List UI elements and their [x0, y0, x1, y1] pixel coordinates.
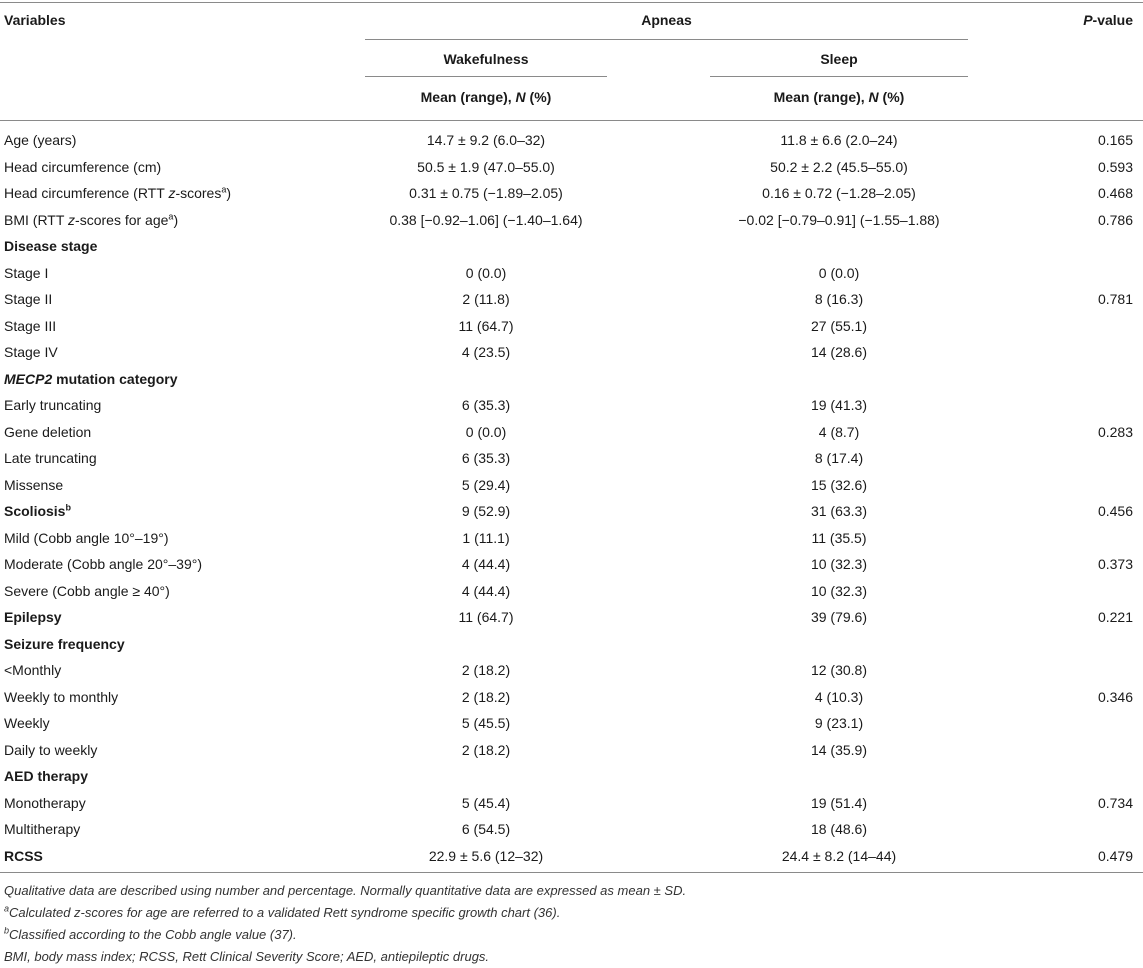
row-wakefulness: 22.9 ± 5.6 (12–32)	[428, 847, 544, 864]
row-sleep: 9 (23.1)	[814, 715, 864, 731]
row-wakefulness: 2 (18.2)	[461, 688, 511, 705]
row-p-value: 0.593	[1097, 158, 1133, 175]
footnote-marker: a	[221, 184, 227, 195]
row-variable: MECP2 mutation category	[4, 370, 178, 387]
row-wakefulness: 6 (35.3)	[461, 450, 511, 466]
row-wakefulness: 0 (0.0)	[465, 423, 507, 440]
table-row	[0, 339, 1143, 365]
row-sleep: 19 (41.3)	[810, 397, 868, 413]
row-wakefulness: 4 (44.4)	[461, 556, 511, 572]
row-wakefulness: 2 (18.2)	[461, 662, 511, 678]
table-row	[0, 286, 1143, 312]
header-wakefulness: Wakefulness	[443, 51, 529, 67]
row-p-value: 0.468	[1097, 185, 1133, 201]
row-sleep: 27 (55.1)	[810, 317, 868, 334]
row-p-value: 0.283	[1097, 423, 1133, 440]
footnote-b: $^b$Classified according to the Cobb angle value (37).	[4, 925, 297, 942]
row-variable: RCSS	[4, 847, 43, 864]
row-p-value: 0.221	[1097, 609, 1133, 625]
row-wakefulness: 4 (23.5)	[461, 344, 511, 360]
row-wakefulness: 5 (29.4)	[461, 476, 511, 493]
row-wakefulness: 5 (45.4)	[461, 794, 511, 811]
row-p-value: 0.479	[1097, 847, 1133, 864]
row-variable: Gene deletion	[4, 423, 92, 440]
row-variable: Seizure frequency	[4, 635, 125, 652]
z-italic: z	[68, 211, 76, 228]
table-bottom-rule	[0, 872, 1143, 873]
header-p-rest: -value	[1092, 12, 1133, 28]
row-sleep: 18 (48.6)	[810, 821, 868, 837]
row-p-value: 0.165	[1097, 132, 1133, 148]
table-row	[0, 392, 1143, 418]
table-footnotes	[4, 880, 686, 968]
row-wakefulness: 9 (52.9)	[461, 503, 511, 519]
row-p-value: 0.346	[1097, 688, 1133, 705]
row-variable: Weekly	[4, 715, 50, 731]
footnote-general: Qualitative data are described using number and percentage. Normally quantitative data are expressed as mean ± SD.	[4, 883, 687, 898]
table-row	[0, 498, 1143, 524]
row-sleep: 50.2 ± 2.2 (45.5–55.0)	[770, 158, 908, 175]
header-bottom-rule	[0, 120, 1143, 121]
table-row	[0, 180, 1143, 206]
table-row	[0, 260, 1143, 286]
row-wakefulness: 2 (18.2)	[461, 741, 511, 758]
row-wakefulness: 2 (11.8)	[462, 291, 510, 307]
table-top-rule	[0, 2, 1143, 3]
row-sleep: 0.16 ± 0.72 (−1.28–2.05)	[762, 185, 916, 201]
row-sleep: 31 (63.3)	[810, 503, 868, 519]
row-variable: Disease stage	[4, 238, 98, 254]
table-row	[0, 763, 1143, 789]
table-row	[0, 419, 1143, 445]
row-sleep: 39 (79.6)	[810, 609, 868, 625]
footnote-marker: a	[168, 210, 174, 221]
row-variable: Monotherapy	[4, 794, 86, 811]
footnote-abbreviations: BMI, body mass index; RCSS, Rett Clinical Severity Score; AED, antiepileptic drugs.	[4, 949, 490, 964]
table-row	[0, 843, 1143, 869]
row-variable: Early truncating	[4, 397, 102, 413]
row-variable: Daily to weekly	[4, 741, 98, 758]
row-sleep: 24.4 ± 8.2 (14–44)	[781, 847, 897, 864]
subheader-sleep	[710, 89, 968, 105]
header-sleep: Sleep	[820, 51, 858, 67]
header-apneas: Apneas	[641, 12, 692, 28]
footnote-marker: b	[65, 502, 71, 513]
header-variables: Variables	[4, 12, 66, 28]
z-italic: z	[168, 185, 176, 201]
gene-italic: MECP2	[4, 370, 53, 387]
row-p-value: 0.781	[1097, 291, 1133, 307]
row-wakefulness: 50.5 ± 1.9 (47.0–55.0)	[417, 158, 555, 175]
subheader-mean: Mean (range),	[420, 89, 516, 105]
subheader-wakefulness	[365, 89, 607, 105]
row-sleep: 14 (28.6)	[810, 344, 868, 360]
row-wakefulness: 1 (11.1)	[462, 529, 510, 546]
header-p-letter: P	[1083, 12, 1093, 28]
row-p-value: 0.734	[1097, 794, 1133, 811]
subheader-pct: (%)	[878, 89, 905, 105]
row-sleep: 19 (51.4)	[810, 794, 868, 811]
table-row	[0, 445, 1143, 471]
row-sleep: 12 (30.8)	[810, 662, 868, 678]
row-variable: Weekly to monthly	[4, 688, 119, 705]
row-sleep: 4 (10.3)	[814, 688, 864, 705]
footnote-marker: a	[4, 903, 10, 914]
row-variable: Head circumference (cm)	[4, 158, 162, 175]
table-row	[0, 207, 1143, 233]
row-variable: <Monthly	[4, 662, 62, 678]
wakefulness-rule	[365, 76, 607, 77]
row-wakefulness: 14.7 ± 9.2 (6.0–32)	[426, 132, 546, 148]
row-sleep: 8 (17.4)	[814, 450, 864, 466]
table-row	[0, 710, 1143, 736]
table-row	[0, 366, 1143, 392]
subheader-n: N	[515, 89, 526, 105]
row-variable: BMI (RTT z-scores for age$^a$)	[4, 210, 179, 228]
table-row	[0, 631, 1143, 657]
row-wakefulness: 0.38 [−0.92–1.06] (−1.40–1.64)	[389, 211, 583, 228]
row-wakefulness: 5 (45.5)	[461, 715, 511, 731]
row-sleep: 11.8 ± 6.6 (2.0–24)	[780, 132, 898, 148]
row-sleep: 0 (0.0)	[818, 264, 860, 281]
row-wakefulness: 6 (35.3)	[461, 397, 511, 413]
row-sleep: 15 (32.6)	[810, 476, 868, 493]
row-wakefulness: 4 (44.4)	[461, 582, 511, 599]
row-variable: Epilepsy	[4, 609, 62, 625]
table-row	[0, 816, 1143, 842]
table-row	[0, 313, 1143, 339]
row-variable: Stage III	[4, 317, 57, 334]
row-variable: Age (years)	[4, 132, 77, 148]
apneas-rule	[365, 39, 968, 40]
subheader-mean: Mean (range),	[773, 89, 869, 105]
table-row	[0, 790, 1143, 816]
table-row	[0, 657, 1143, 683]
subheader-pct: (%)	[525, 89, 552, 105]
row-wakefulness: 11 (64.7)	[458, 609, 514, 625]
table-row	[0, 578, 1143, 604]
row-sleep: 10 (32.3)	[810, 556, 868, 572]
row-wakefulness: 0 (0.0)	[465, 264, 507, 281]
row-sleep: −0.02 [−0.79–0.91] (−1.55–1.88)	[738, 211, 940, 228]
footnote-marker: b	[4, 925, 10, 936]
row-variable: Moderate (Cobb angle 20°–39°)	[4, 556, 202, 572]
row-sleep: 4 (8.7)	[818, 423, 860, 440]
row-variable: Stage I	[4, 264, 49, 281]
row-p-value: 0.373	[1097, 556, 1133, 572]
table-row	[0, 525, 1143, 551]
row-sleep: 8 (16.3)	[814, 291, 864, 307]
table-row	[0, 154, 1143, 180]
table-row	[0, 684, 1143, 710]
table-row	[0, 604, 1143, 630]
table-row	[0, 472, 1143, 498]
row-variable: Severe (Cobb angle ≥ 40°)	[4, 582, 170, 599]
subheader-n: N	[868, 89, 879, 105]
table-row	[0, 551, 1143, 577]
row-variable: Stage II	[4, 291, 53, 307]
table-row	[0, 127, 1143, 153]
row-variable: AED therapy	[4, 768, 89, 784]
row-variable: Head circumference (RTT z-scores$^a$)	[4, 184, 232, 201]
footnote-a: $^a$Calculated z-scores for age are referred to a validated Rett syndrome specific growth chart (36).	[4, 903, 561, 920]
row-p-value: 0.786	[1097, 211, 1133, 228]
row-variable: Multitherapy	[4, 821, 81, 837]
row-variable: Mild (Cobb angle 10°–19°)	[4, 529, 169, 546]
row-variable: Late truncating	[4, 450, 97, 466]
row-sleep: 11 (35.5)	[811, 529, 867, 546]
row-variable: Missense	[4, 476, 64, 493]
row-wakefulness: 11 (64.7)	[458, 317, 514, 334]
table-row	[0, 737, 1143, 763]
header-p-value	[1083, 12, 1133, 28]
row-variable: Scoliosis$^b$	[4, 502, 71, 519]
row-sleep: 10 (32.3)	[810, 582, 868, 599]
row-variable: Stage IV	[4, 344, 58, 360]
sleep-rule	[710, 76, 968, 77]
table-row	[0, 233, 1143, 259]
row-wakefulness: 0.31 ± 0.75 (−1.89–2.05)	[409, 185, 563, 201]
row-sleep: 14 (35.9)	[810, 741, 868, 758]
row-p-value: 0.456	[1097, 503, 1133, 519]
row-wakefulness: 6 (54.5)	[461, 821, 511, 837]
